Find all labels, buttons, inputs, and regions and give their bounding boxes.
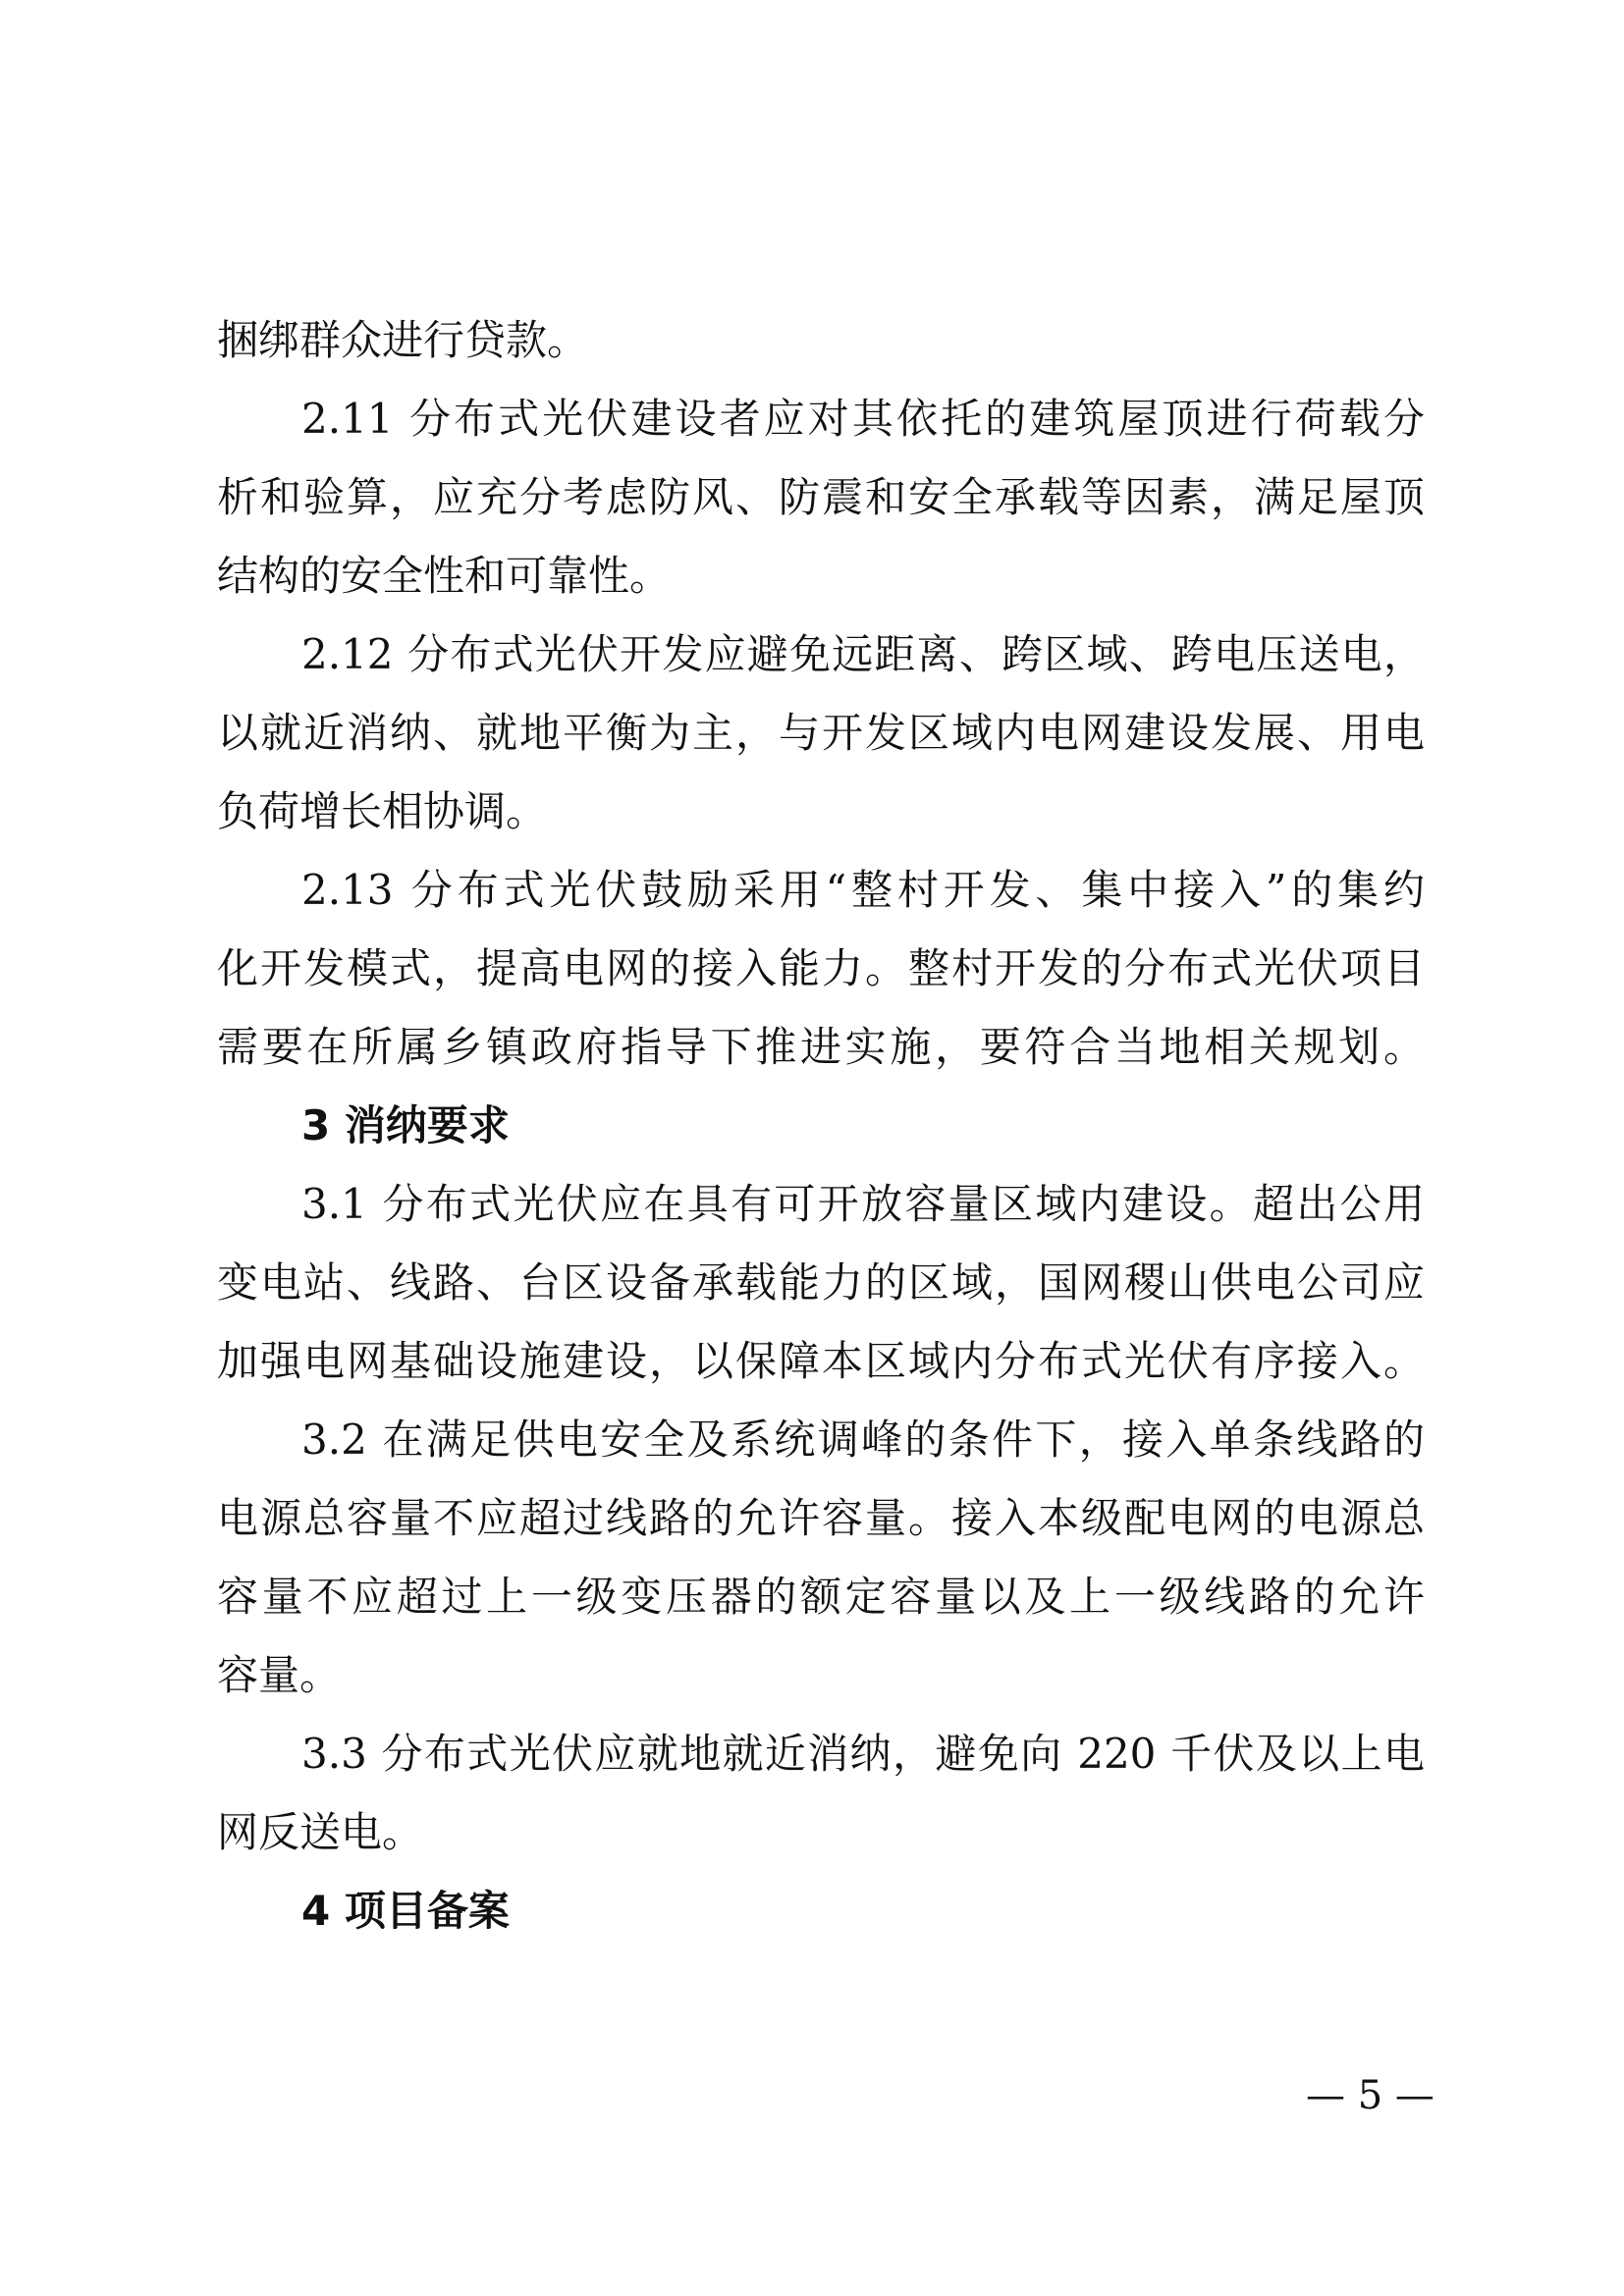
text-line: 2.11 分布式光伏建设者应对其依托的建筑屋顶进行荷载分 bbox=[301, 395, 1425, 443]
section-heading: 4 项目备案 bbox=[301, 1887, 510, 1935]
text-line: 3.1 分布式光伏应在具有可开放容量区域内建设。超出公用 bbox=[301, 1180, 1425, 1228]
text-line: 结构的安全性和可靠性。 bbox=[217, 552, 672, 600]
page-number: — 5 — bbox=[1306, 2073, 1435, 2118]
text-line: 容量不应超过上一级变压器的额定容量以及上一级线路的允许 bbox=[217, 1573, 1425, 1621]
text-line: 网反送电。 bbox=[217, 1808, 424, 1856]
text-line: 析和验算，应充分考虑防风、防震和安全承载等因素，满足屋顶 bbox=[217, 473, 1425, 521]
text-line: 捆绑群众进行贷款。 bbox=[217, 316, 589, 364]
text-line: 负荷增长相协调。 bbox=[217, 787, 548, 835]
text-line: 2.12 分布式光伏开发应避免远距离、跨区域、跨电压送电， bbox=[301, 630, 1425, 678]
text-line: 电源总容量不应超过线路的允许容量。接入本级配电网的电源总 bbox=[217, 1494, 1425, 1542]
text-line: 3.2 在满足供电安全及系统调峰的条件下，接入单条线路的 bbox=[301, 1415, 1425, 1464]
text-line: 加强电网基础设施建设，以保障本区域内分布式光伏有序接入。 bbox=[217, 1337, 1425, 1385]
text-line: 3.3 分布式光伏应就地就近消纳，避免向 220 千伏及以上电 bbox=[301, 1730, 1425, 1778]
text-line: 需要在所属乡镇政府指导下推进实施，要符合当地相关规划。 bbox=[217, 1023, 1425, 1071]
text-line: 化开发模式，提高电网的接入能力。整村开发的分布式光伏项目 bbox=[217, 944, 1425, 992]
text-line: 2.13 分布式光伏鼓励采用“整村开发、集中接入”的集约 bbox=[301, 866, 1425, 914]
text-line: 以就近消纳、就地平衡为主，与开发区域内电网建设发展、用电 bbox=[217, 709, 1425, 757]
section-heading: 3 消纳要求 bbox=[301, 1101, 510, 1149]
text-line: 容量。 bbox=[217, 1651, 342, 1699]
text-line: 变电站、线路、台区设备承载能力的区域，国网稷山供电公司应 bbox=[217, 1258, 1425, 1307]
